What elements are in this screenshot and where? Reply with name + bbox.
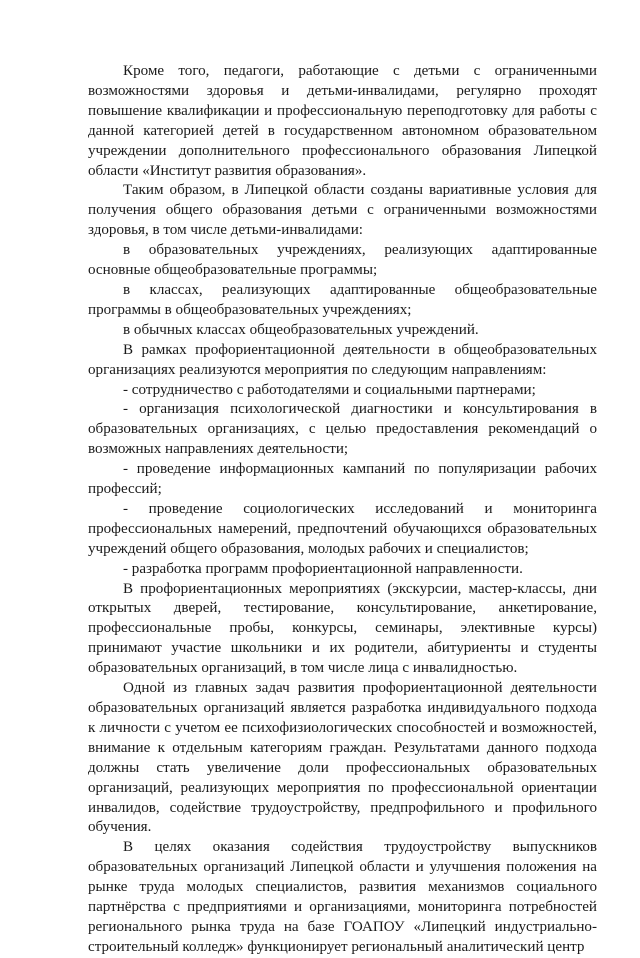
document-page xyxy=(88,62,597,958)
paragraph-main-tasks: Одной из главных задач развития профориентационной деятельности образовательных организаций является разработка индивидуального подхода к личности с учетом ее психофизиологических способностей и возможностей, внимание к отдельным категориям граждан. Результатами данного подхода должны стать увеличение доли профессиональных образовательных организаций, реализующих мероприятия по профессиональной ориентации инвалидов, содействие трудоустройству, предпрофильного и профильного обучения. xyxy=(88,680,597,836)
paragraph-variative-conditions: Таким образом, в Липецкой области созданы вариативные условия для получения общего образования детьми с ограниченными возможностями здоровья, в том числе детьми-инвалидами: xyxy=(88,182,597,239)
list-item-sociological-research: - проведение социологических исследований и мониторинга профессиональных намерений, предпочтений обучающихся образовательных учреждений общего образования, молодых рабочих и специалистов; xyxy=(88,500,597,557)
paragraph-employment-center: В целях оказания содействия трудоустройству выпускников образовательных организаций Липецкой области и улучшения положения на рынке труда молодых специалистов, развития механизмов социального партнёрства с предприятиями и организациями, мониторинга потребностей регионального рынка труда на базе ГОАПОУ «Липецкий индустриально-строительный колледж» функционирует региональный аналитический центр xyxy=(88,839,597,955)
paragraph-teachers-qualification: Кроме того, педагоги, работающие с детьми с ограниченными возможностями здоровья и детьми-инвалидами, регулярно проходят повышение квалификации и профессиональную переподготовку для работы с данной категорией детей в государственном автономном образовательном учреждении дополнительного профессионального образования Липецкой области «Институт развития образования». xyxy=(88,63,597,179)
list-item-adapted-schools: в образовательных учреждениях, реализующих адаптированные основные общеобразовательные программы; xyxy=(88,242,597,279)
list-item-info-campaigns: - проведение информационных кампаний по популяризации рабочих профессий; xyxy=(88,461,597,498)
paragraph-career-guidance: В рамках профориентационной деятельности в общеобразовательных организациях реализуются мероприятия по следующим направлениям: xyxy=(88,341,597,378)
list-item-program-development: - разработка программ профориентационной направленности. xyxy=(123,560,523,577)
list-item-adapted-classes: в классах, реализующих адаптированные общеобразовательные программы в общеобразовательных учреждениях; xyxy=(88,281,597,318)
list-item-psych-diagnostics: - организация психологической диагностики и консультирования в образовательных организациях, с целью предоставления рекомендаций о возможных направлениях деятельности; xyxy=(88,401,597,458)
list-item-cooperation: - сотрудничество с работодателями и социальными партнерами; xyxy=(123,381,536,398)
list-item-regular-classes: в обычных классах общеобразовательных учреждений. xyxy=(123,321,479,338)
paragraph-career-events: В профориентационных мероприятиях (экскурсии, мастер-классы, дни открытых дверей, тестирование, консультирование, анкетирование, профессиональные пробы, конкурсы, семинары, элективные курсы) принимают участие школьники и их родители, абитуриенты и студенты образовательных организаций, в том числе лица с инвалидностью. xyxy=(88,580,597,677)
